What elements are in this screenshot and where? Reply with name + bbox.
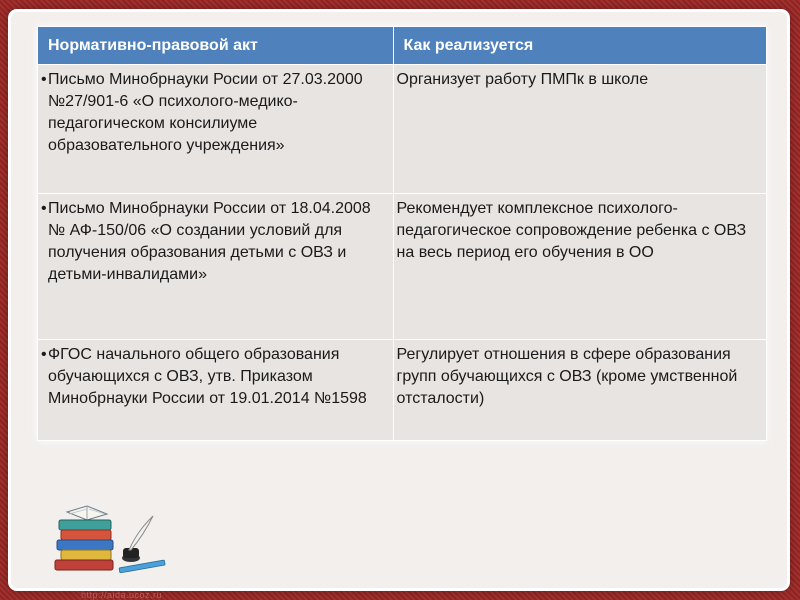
footer-url: http://aida.ucoz.ru	[81, 590, 163, 600]
legal-acts-table	[37, 26, 767, 441]
act-text: Письмо Минобрнауки России от 18.04.2008 № АФ-150/06 «О создании условий для получения образования детьми с ОВЗ и детьми-инвалидами»	[48, 200, 371, 283]
bullet: •	[41, 71, 47, 88]
slide	[11, 12, 787, 600]
header-legal-act: Нормативно-правовой акт	[38, 27, 394, 65]
bullet: •	[41, 200, 47, 217]
table-row	[38, 194, 767, 340]
act-text: ФГОС начального общего образования обучающихся с ОВЗ, утв. Приказом Минобрнауки России от 19.01.2014 №1598	[48, 346, 367, 407]
implementation-cell: Регулирует отношения в сфере образования групп обучающихся с ОВЗ (кроме умственной отсталости)	[393, 340, 766, 441]
table-row	[38, 65, 767, 194]
act-cell	[38, 340, 394, 441]
table-row	[38, 340, 767, 441]
act-cell	[38, 65, 394, 194]
implementation-cell: Организует работу ПМПк в школе	[393, 65, 766, 194]
table-header-row	[38, 27, 767, 65]
act-cell	[38, 194, 394, 340]
implementation-cell: Рекомендует комплексное психолого-педагогическое сопровождение ребенка с ОВЗ на весь период его обучения в ОО	[393, 194, 766, 340]
bullet: •	[41, 346, 47, 363]
act-text: Письмо Минобрнауки Росии от 27.03.2000 №27/901-6 «О психолого-медико-педагогическом консилиуме образовательного учреждения»	[48, 71, 363, 154]
books-and-quill-icon	[49, 498, 169, 583]
header-implementation: Как реализуется	[393, 27, 766, 65]
